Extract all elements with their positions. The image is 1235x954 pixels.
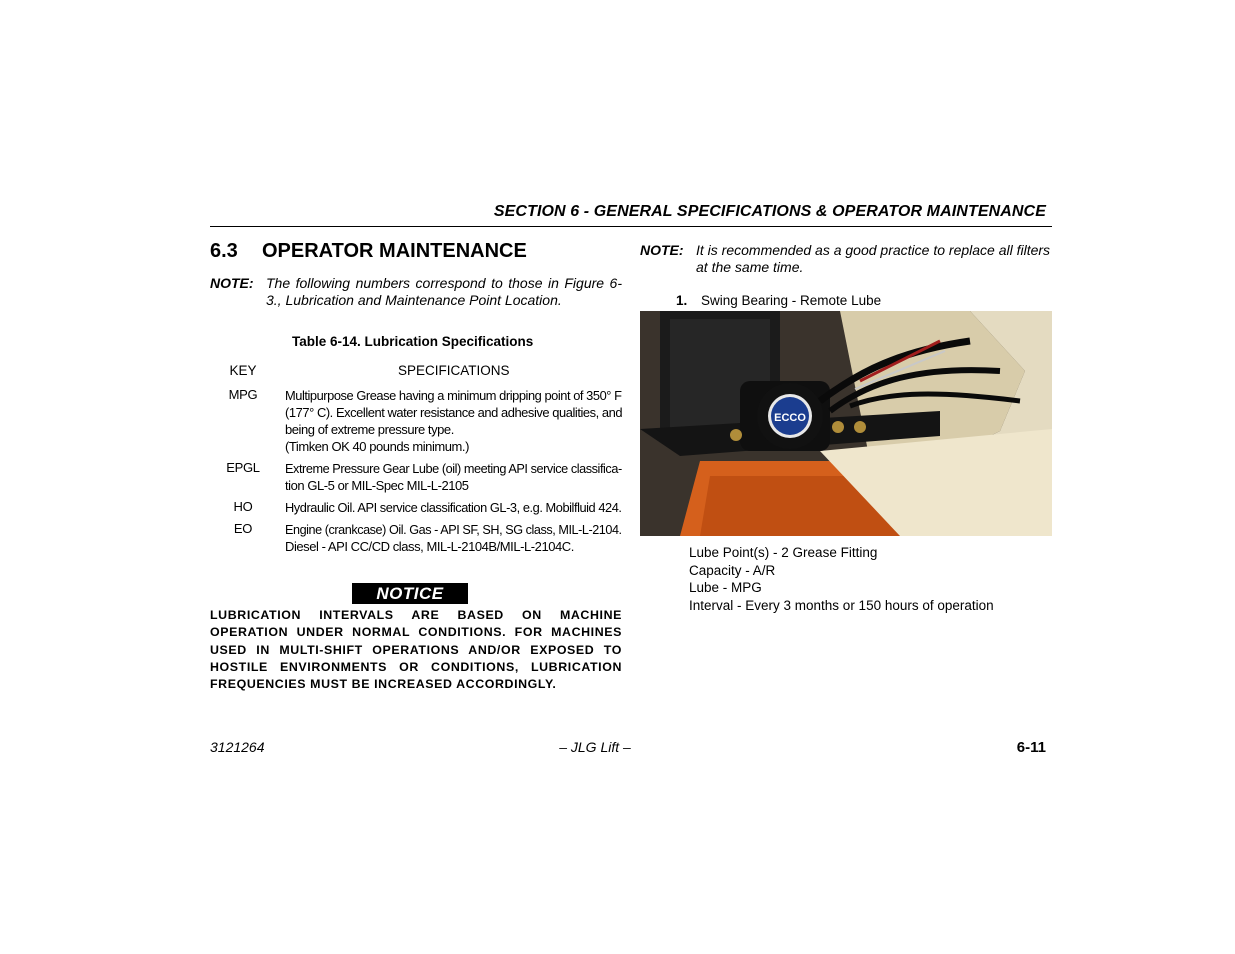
section-number: 6.3 — [210, 240, 238, 262]
spec-line: Extreme Pressure Gear Lube (oil) meeting API service classifica- — [285, 461, 622, 476]
swing-bearing-photo — [640, 311, 1052, 536]
row-key: EPGL — [226, 460, 260, 475]
section-title: OPERATOR MAINTENANCE — [262, 240, 527, 262]
photo-illustration — [640, 311, 1052, 536]
spec-line: (Timken OK 40 pounds minimum.) — [285, 439, 469, 454]
footer-center: – JLG Lift – — [559, 739, 631, 755]
item-label: Swing Bearing - Remote Lube — [701, 293, 882, 308]
note-text: The following numbers correspond to those in Figure 6-3., Lubrication and Maintenance Point Location. — [266, 275, 622, 308]
lube-point-item — [676, 293, 881, 308]
row-spec — [285, 499, 622, 516]
notice-badge: NOTICE — [352, 583, 468, 604]
item-number: 1. — [676, 293, 688, 308]
row-spec — [285, 460, 622, 494]
footer-doc-number: 3121264 — [210, 739, 265, 755]
spec-line: Hydraulic Oil. API service classification GL-3, e.g. Mobilfluid 424. — [285, 500, 622, 515]
spec-line: tion GL-5 or MIL-Spec MIL-L-2105 — [285, 478, 469, 493]
spec-line: Diesel - API CC/CD class, MIL-L-2104B/MIL-L-2104C. — [285, 539, 574, 554]
row-key: EO — [233, 521, 253, 536]
note-label: NOTE: — [640, 242, 684, 258]
row-spec — [285, 387, 622, 455]
section-header: SECTION 6 - GENERAL SPECIFICATIONS & OPERATOR MAINTENANCE — [493, 203, 1046, 220]
row-spec — [285, 521, 622, 555]
detail-line: Lube Point(s) - 2 Grease Fitting — [689, 545, 878, 560]
note-label: NOTE: — [210, 275, 254, 291]
spec-line: being of extreme pressure type. — [285, 422, 454, 437]
table-header-key: KEY — [229, 363, 257, 378]
note-text: It is recommended as a good practice to replace all filters at the same time. — [696, 242, 1051, 275]
spec-line: Multipurpose Grease having a minimum dripping point of 350° F — [285, 388, 622, 403]
notice-text: LUBRICATION INTERVALS ARE BASED ON MACHINE OPERATION UNDER NORMAL CONDITIONS. FOR MACHINES USED IN MULTI-SHIFT OPERATIONS AND/OR EXPOSED TO HOSTILE ENVIRONMENTS OR CONDITIONS, LUBRICATION FREQUENCIES MUST BE INCREASED ACCORDINGLY. — [210, 608, 622, 692]
header-rule — [210, 226, 1052, 227]
detail-line: Lube - MPG — [689, 580, 762, 595]
photo-brand-label: ECCO — [774, 412, 806, 424]
page-title — [210, 240, 527, 263]
lube-details — [689, 544, 994, 614]
table-header-specifications: SPECIFICATIONS — [398, 363, 510, 378]
spec-line: Engine (crankcase) Oil. Gas - API SF, SH, SG class, MIL-L-2104. — [285, 522, 622, 537]
detail-line: Interval - Every 3 months or 150 hours of operation — [689, 597, 994, 613]
row-key: MPG — [228, 387, 258, 402]
footer-page-number: 6-11 — [1016, 739, 1046, 756]
table-title: Table 6-14. Lubrication Specifications — [292, 334, 534, 349]
detail-line: Capacity - A/R — [689, 562, 776, 578]
spec-line: (177° C). Excellent water resistance and adhesive qualities, and — [285, 405, 623, 420]
row-key: HO — [233, 499, 253, 514]
